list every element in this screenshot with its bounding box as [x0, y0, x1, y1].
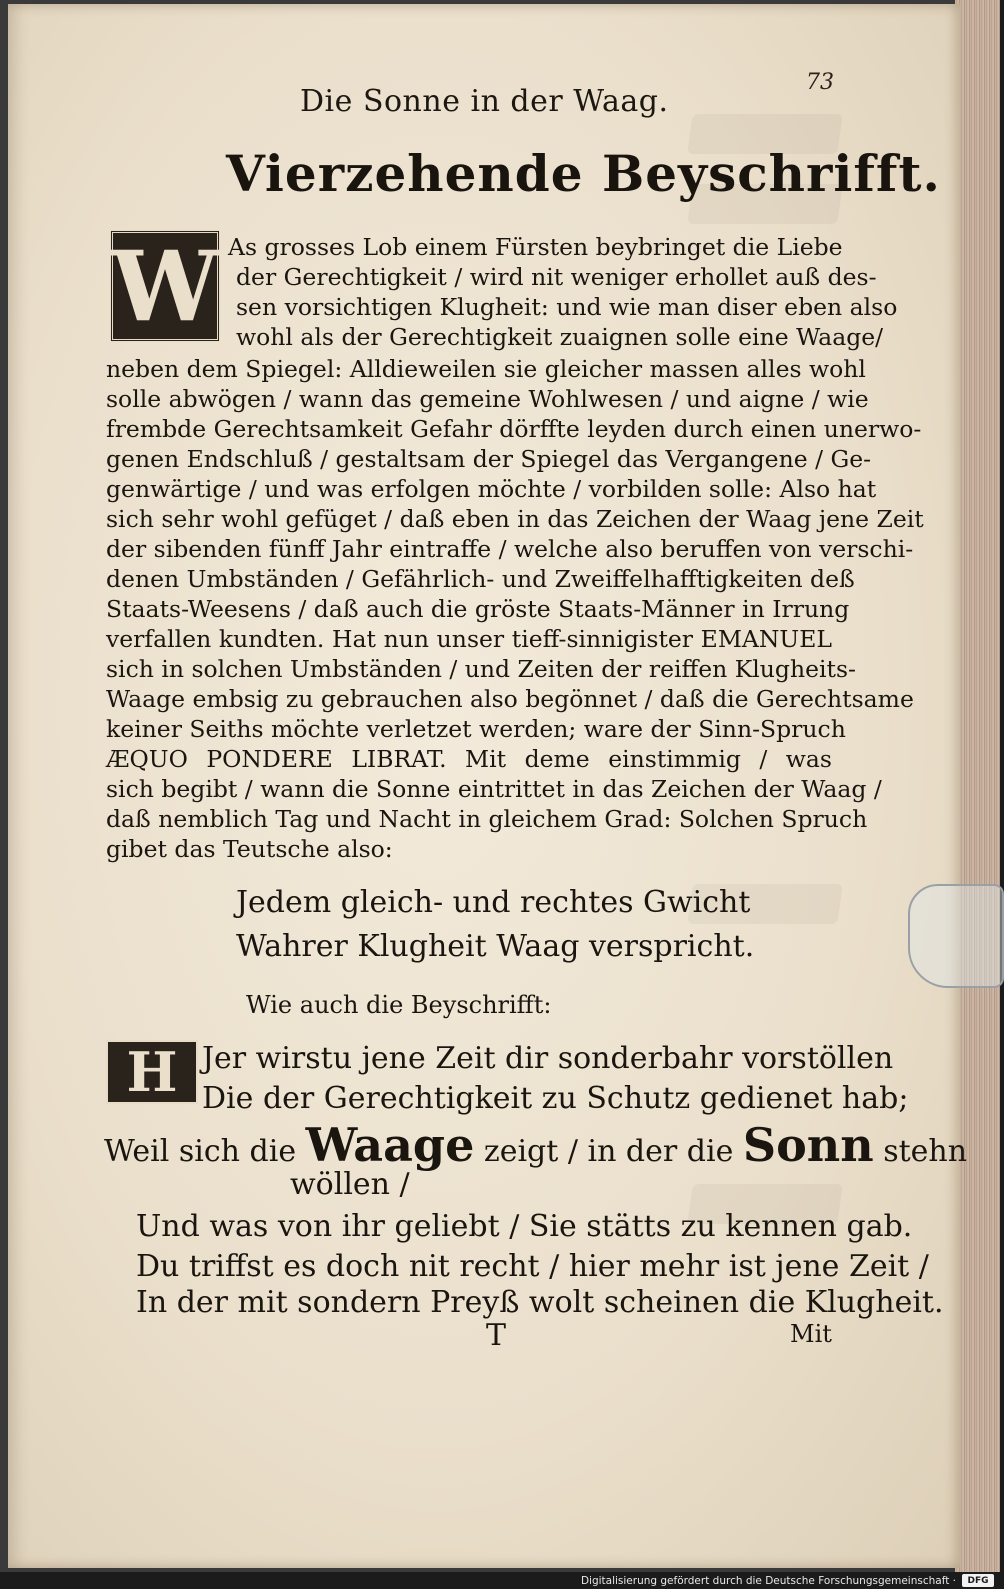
- body-line: frembde Gerechtsamkeit Gefahr dörffte leyden durch einen unerwo-: [106, 415, 922, 443]
- verse-line: Du triffst es doch nit recht / hier mehr ist jene Zeit /: [136, 1249, 929, 1284]
- paper-clip: [908, 884, 1004, 988]
- catchword: Mit: [790, 1320, 832, 1348]
- highlighted-word: Sonn: [742, 1118, 874, 1172]
- funding-credit: Digitalisierung gefördert durch die Deutsche Forschungsgemeinschaft ·: [580, 1574, 956, 1587]
- body-line: sich begibt / wann die Sonne eintrittet in das Zeichen der Waag /: [106, 775, 882, 803]
- verse-segment: zeigt / in der die: [483, 1134, 734, 1169]
- verse-line: Die der Gerechtigkeit zu Schutz gedienet hab;: [202, 1081, 909, 1116]
- body-line: neben dem Spiegel: Alldieweilen sie gleicher massen alles wohl: [106, 355, 866, 383]
- verse-line: [104, 1118, 968, 1172]
- body-line: ÆQUO PONDERE LIBRAT. Mit deme einstimmig / was: [106, 745, 832, 773]
- page-number: 73: [806, 70, 834, 95]
- intro-line: Wie auch die Beyschrifft:: [246, 991, 552, 1019]
- body-line: genen Endschluß / gestaltsam der Spiegel das Vergangene / Ge-: [106, 445, 872, 473]
- highlighted-word: Waage: [305, 1118, 475, 1172]
- footer-bar: [0, 1572, 1000, 1589]
- body-line: Staats-Weesens / daß auch die gröste Staats-Männer in Irrung: [106, 595, 850, 623]
- decorated-initial: W: [111, 229, 219, 343]
- verse-segment: stehn: [883, 1134, 968, 1169]
- body-line: daß nemblich Tag und Nacht in gleichem Grad: Solchen Spruch: [106, 805, 868, 833]
- verse-line: Jer wirstu jene Zeit dir sonderbahr vorstöllen: [202, 1041, 894, 1076]
- body-line: der sibenden fünff Jahr eintraffe / welche also beruffen von verschi-: [106, 535, 914, 563]
- body-line: solle abwögen / wann das gemeine Wohlwesen / und aigne / wie: [106, 385, 869, 413]
- body-line: keiner Seiths möchte verletzet werden; ware der Sinn-Spruch: [106, 715, 846, 743]
- body-line: sich sehr wohl gefüget / daß eben in das Zeichen der Waag jene Zeit: [106, 505, 924, 533]
- body-line: Waage embsig zu gebrauchen also begönnet / daß die Gerechtsame: [106, 685, 914, 713]
- body-line: As grosses Lob einem Fürsten beybringet die Liebe: [228, 233, 843, 261]
- dfg-logo: DFG: [962, 1574, 994, 1587]
- verse-line: wöllen /: [290, 1167, 410, 1202]
- body-line: verfallen kundten. Hat nun unser tieff-sinnigister EMANUEL: [106, 625, 832, 653]
- body-line: genwärtige / und was erfolgen möchte / vorbilden solle: Also hat: [106, 475, 877, 503]
- couplet-line: Wahrer Klugheit Waag verspricht.: [236, 929, 755, 964]
- running-head: Die Sonne in der Waag.: [300, 84, 669, 119]
- body-line: gibet das Teutsche also:: [106, 835, 393, 863]
- verse-segment: Weil sich die: [104, 1134, 297, 1169]
- body-line: der Gerechtigkeit / wird nit weniger erhollet auß des-: [236, 263, 877, 291]
- verse-line: In der mit sondern Preyß wolt scheinen die Klugheit.: [136, 1285, 944, 1320]
- signature-mark: T: [486, 1318, 507, 1353]
- body-line: sen vorsichtigen Klugheit: und wie man diser eben also: [236, 293, 898, 321]
- body-line: wohl als der Gerechtigkeit zuaignen solle eine Waage/: [236, 323, 884, 351]
- body-line: sich in solchen Umbständen / und Zeiten der reiffen Klugheits-: [106, 655, 856, 683]
- section-heading: Vierzehende Beyschrifft.: [226, 144, 941, 203]
- couplet-line: Jedem gleich- und rechtes Gwicht: [236, 885, 751, 920]
- book-page-edges: [955, 0, 1000, 1572]
- verse-initial: H: [106, 1040, 198, 1104]
- verse-line: Und was von ihr geliebt / Sie stätts zu kennen gab.: [136, 1209, 913, 1244]
- body-line: denen Umbständen / Gefährlich- und Zweiffelhafftigkeiten deß: [106, 565, 855, 593]
